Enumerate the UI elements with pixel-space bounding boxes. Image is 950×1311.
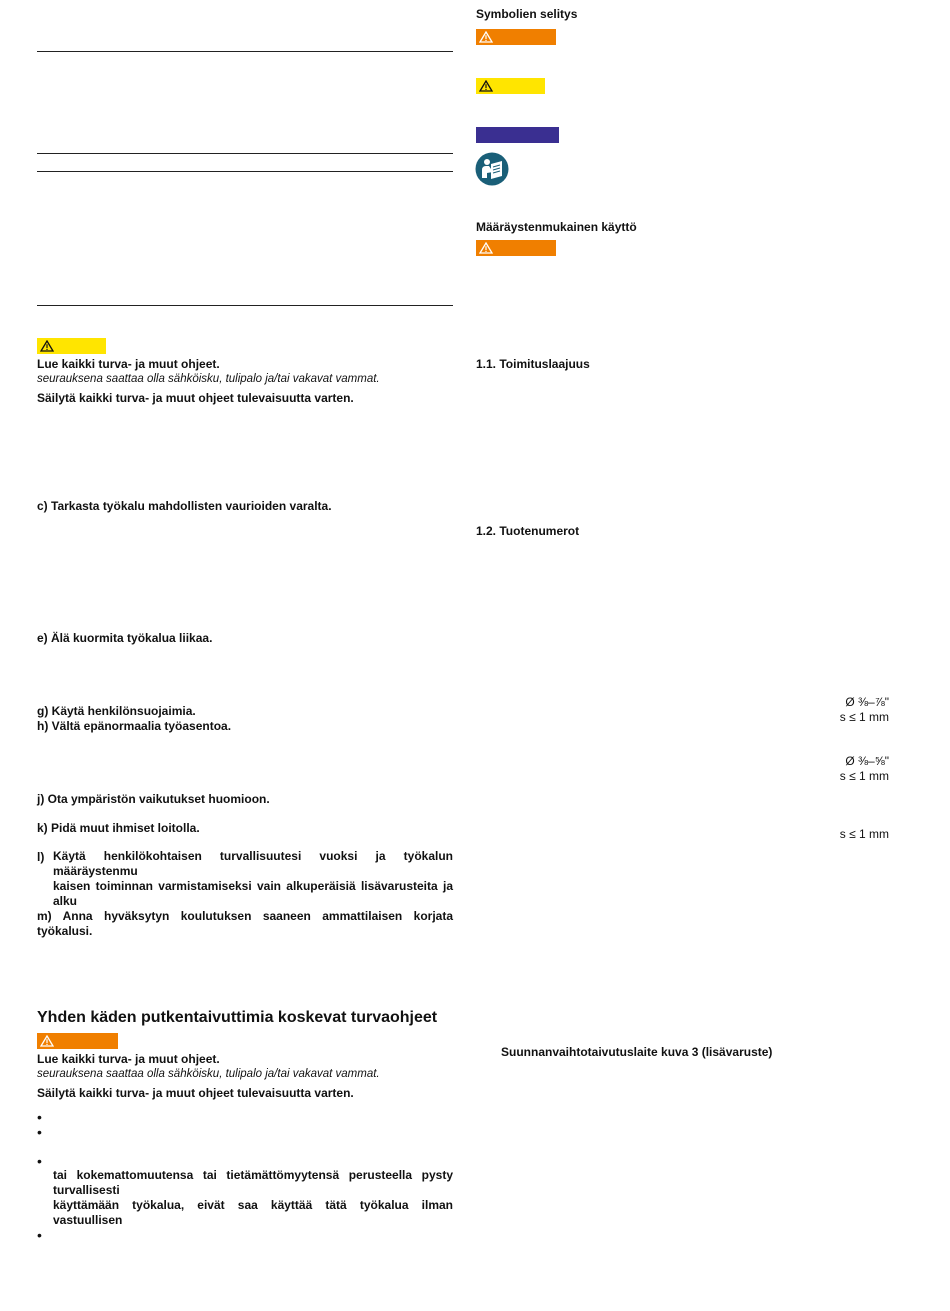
warning-keep-instructions: Säilytä kaikki turva- ja muut ohjeet tulevaisuutta varten. bbox=[37, 391, 354, 405]
spec-diameter: Ø ⅜–⅞" bbox=[845, 695, 889, 709]
warning-consequence: seurauksena saattaa olla sähköisku, tulipalo ja/tai vakavat vammat. bbox=[37, 1068, 380, 1080]
danger-badge bbox=[37, 1033, 118, 1049]
safety-item-m bbox=[37, 909, 453, 939]
danger-badge bbox=[476, 29, 556, 45]
intended-use-title: Määräystenmukainen käyttö bbox=[476, 220, 637, 234]
warning-triangle-icon bbox=[479, 80, 493, 92]
safety-item-c: c) Tarkasta työkalu mahdollisten vaurioiden varalta. bbox=[37, 499, 332, 513]
warning-triangle-icon bbox=[40, 1035, 54, 1047]
read-manual-icon bbox=[475, 152, 509, 186]
bender-caption: Suunnanvaihtotaivutuslaite kuva 3 (lisävaruste) bbox=[501, 1045, 773, 1059]
divider bbox=[37, 153, 453, 154]
divider bbox=[37, 51, 453, 52]
warning-badge bbox=[37, 338, 106, 354]
delivery-heading: 1.1. Toimituslaajuus bbox=[476, 357, 590, 371]
safety-item-g: g) Käytä henkilönsuojaimia. bbox=[37, 704, 196, 718]
bullet: • bbox=[37, 1227, 42, 1243]
symbols-title: Symbolien selitys bbox=[476, 7, 578, 21]
spec-diameter: Ø ⅜–⅝" bbox=[845, 754, 889, 768]
bullet: • bbox=[37, 1153, 42, 1169]
warning-triangle-icon bbox=[479, 242, 493, 254]
safety-item-h: h) Vältä epänormaalia työasentoa. bbox=[37, 719, 232, 733]
bullet: • bbox=[37, 1124, 42, 1140]
warning-text-read-all: Lue kaikki turva- ja muut ohjeet. bbox=[37, 357, 220, 371]
safety-item-e: e) Älä kuormita työkalua liikaa. bbox=[37, 631, 213, 645]
safety-item-l-label: l) bbox=[37, 850, 45, 864]
spec-wall-thickness: s ≤ 1 mm bbox=[839, 710, 889, 724]
safety-item-m-line: m) Anna hyväksytyn koulutuksen saaneen ammattilaisen korjata työkalusi. bbox=[37, 909, 453, 938]
bullet-3-text bbox=[53, 1168, 453, 1228]
safety-item-j: j) Ota ympäristön vaikutukset huomioon. bbox=[37, 792, 270, 806]
warning-keep-instructions: Säilytä kaikki turva- ja muut ohjeet tulevaisuutta varten. bbox=[37, 1086, 354, 1100]
bullet-3-line: käyttämään työkalua, eivät saa käyttää tätä työkalua ilman vastuullisen bbox=[53, 1198, 453, 1227]
safety-item-k: k) Pidä muut ihmiset loitolla. bbox=[37, 821, 200, 835]
warning-badge bbox=[476, 78, 545, 94]
bullet: • bbox=[37, 1109, 42, 1125]
safety-item-l-line: Käytä henkilökohtaisen turvallisuutesi vuoksi ja työkalun määräystenmu bbox=[53, 849, 453, 878]
danger-badge bbox=[476, 240, 556, 256]
divider bbox=[37, 305, 453, 306]
safety-item-l-text bbox=[53, 849, 453, 909]
warning-text-read-all: Lue kaikki turva- ja muut ohjeet. bbox=[37, 1052, 220, 1066]
warning-triangle-icon bbox=[479, 31, 493, 43]
product-numbers-heading: 1.2. Tuotenumerot bbox=[476, 524, 580, 538]
section-title: Yhden käden putkentaivuttimia koskevat turvaohjeet bbox=[37, 1009, 438, 1026]
spec-wall-thickness: s ≤ 1 mm bbox=[839, 769, 889, 783]
bullet-3-line: tai kokemattomuutensa tai tietämättömyytensä perusteella pysty turvallisesti bbox=[53, 1168, 453, 1197]
safety-item-l-line: kaisen toiminnan varmistamiseksi vain alkuperäisiä lisävarusteita ja alku bbox=[53, 879, 453, 908]
notice-badge bbox=[476, 127, 559, 143]
divider bbox=[37, 171, 453, 172]
spec-wall-thickness: s ≤ 1 mm bbox=[839, 827, 889, 841]
warning-consequence: seurauksena saattaa olla sähköisku, tulipalo ja/tai vakavat vammat. bbox=[37, 373, 380, 385]
warning-triangle-icon bbox=[40, 340, 54, 352]
